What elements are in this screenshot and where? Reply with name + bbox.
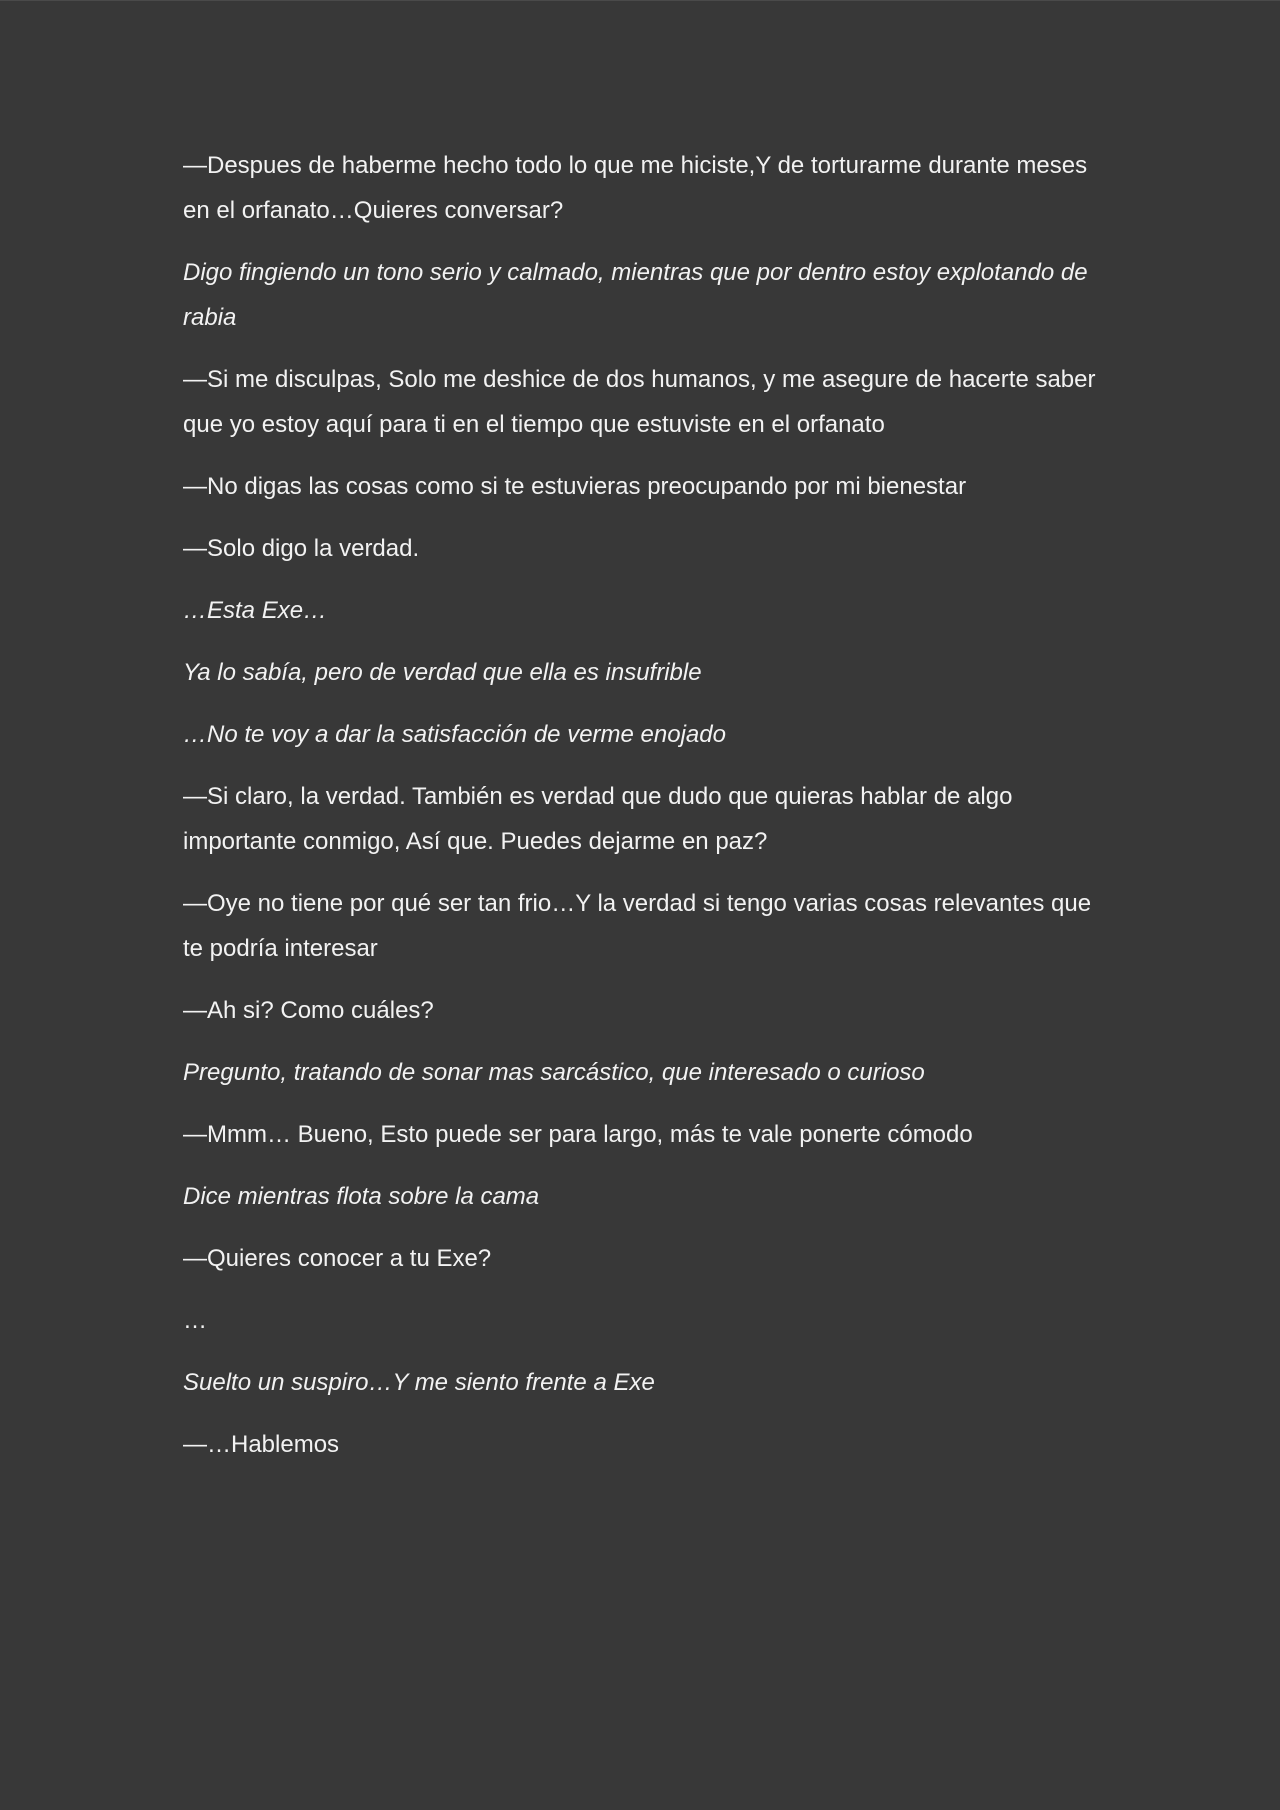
paragraph-5: —Solo digo la verdad. — [183, 535, 420, 562]
paragraph-8: …No te voy a dar la satisfacción de verme enojado — [183, 721, 726, 748]
paragraph-3: —Si me disculpas, Solo me deshice de dos humanos, y me asegure de hacerte saber que yo estoy aquí para ti en el tiempo que estuviste en el orfanato — [183, 366, 1096, 438]
paragraph-14: Dice mientras flota sobre la cama — [183, 1183, 540, 1210]
paragraph-2: Digo fingiendo un tono serio y calmado, mientras que por dentro estoy explotando de rabia — [183, 259, 1088, 331]
paragraph-16: … — [183, 1307, 207, 1334]
paragraph-18: —…Hablemos — [183, 1431, 340, 1458]
paragraph-15: —Quieres conocer a tu Exe? — [183, 1245, 492, 1272]
paragraph-13: —Mmm… Bueno, Esto puede ser para largo, más te vale ponerte cómodo — [183, 1121, 973, 1148]
paragraph-10: —Oye no tiene por qué ser tan frio…Y la verdad si tengo varias cosas relevantes que te podría interesar — [183, 890, 1092, 962]
paragraph-1: —Despues de haberme hecho todo lo que me hiciste,Y de torturarme durante meses en el orfanato…Quieres conversar? — [183, 152, 1088, 224]
paragraph-4: —No digas las cosas como si te estuvieras preocupando por mi bienestar — [183, 473, 967, 500]
paragraph-6: …Esta Exe… — [183, 597, 328, 624]
story-text — [183, 143, 1103, 1484]
paragraph-11: —Ah si? Como cuáles? — [183, 997, 434, 1024]
paragraph-9: —Si claro, la verdad. También es verdad que dudo que quieras hablar de algo importante conmigo, Así que. Puedes dejarme en paz? — [183, 783, 1013, 855]
paragraph-12: Pregunto, tratando de sonar mas sarcástico, que interesado o curioso — [183, 1059, 925, 1086]
paragraph-7: Ya lo sabía, pero de verdad que ella es insufrible — [183, 659, 702, 686]
paragraph-17: Suelto un suspiro…Y me siento frente a Exe — [183, 1369, 655, 1396]
